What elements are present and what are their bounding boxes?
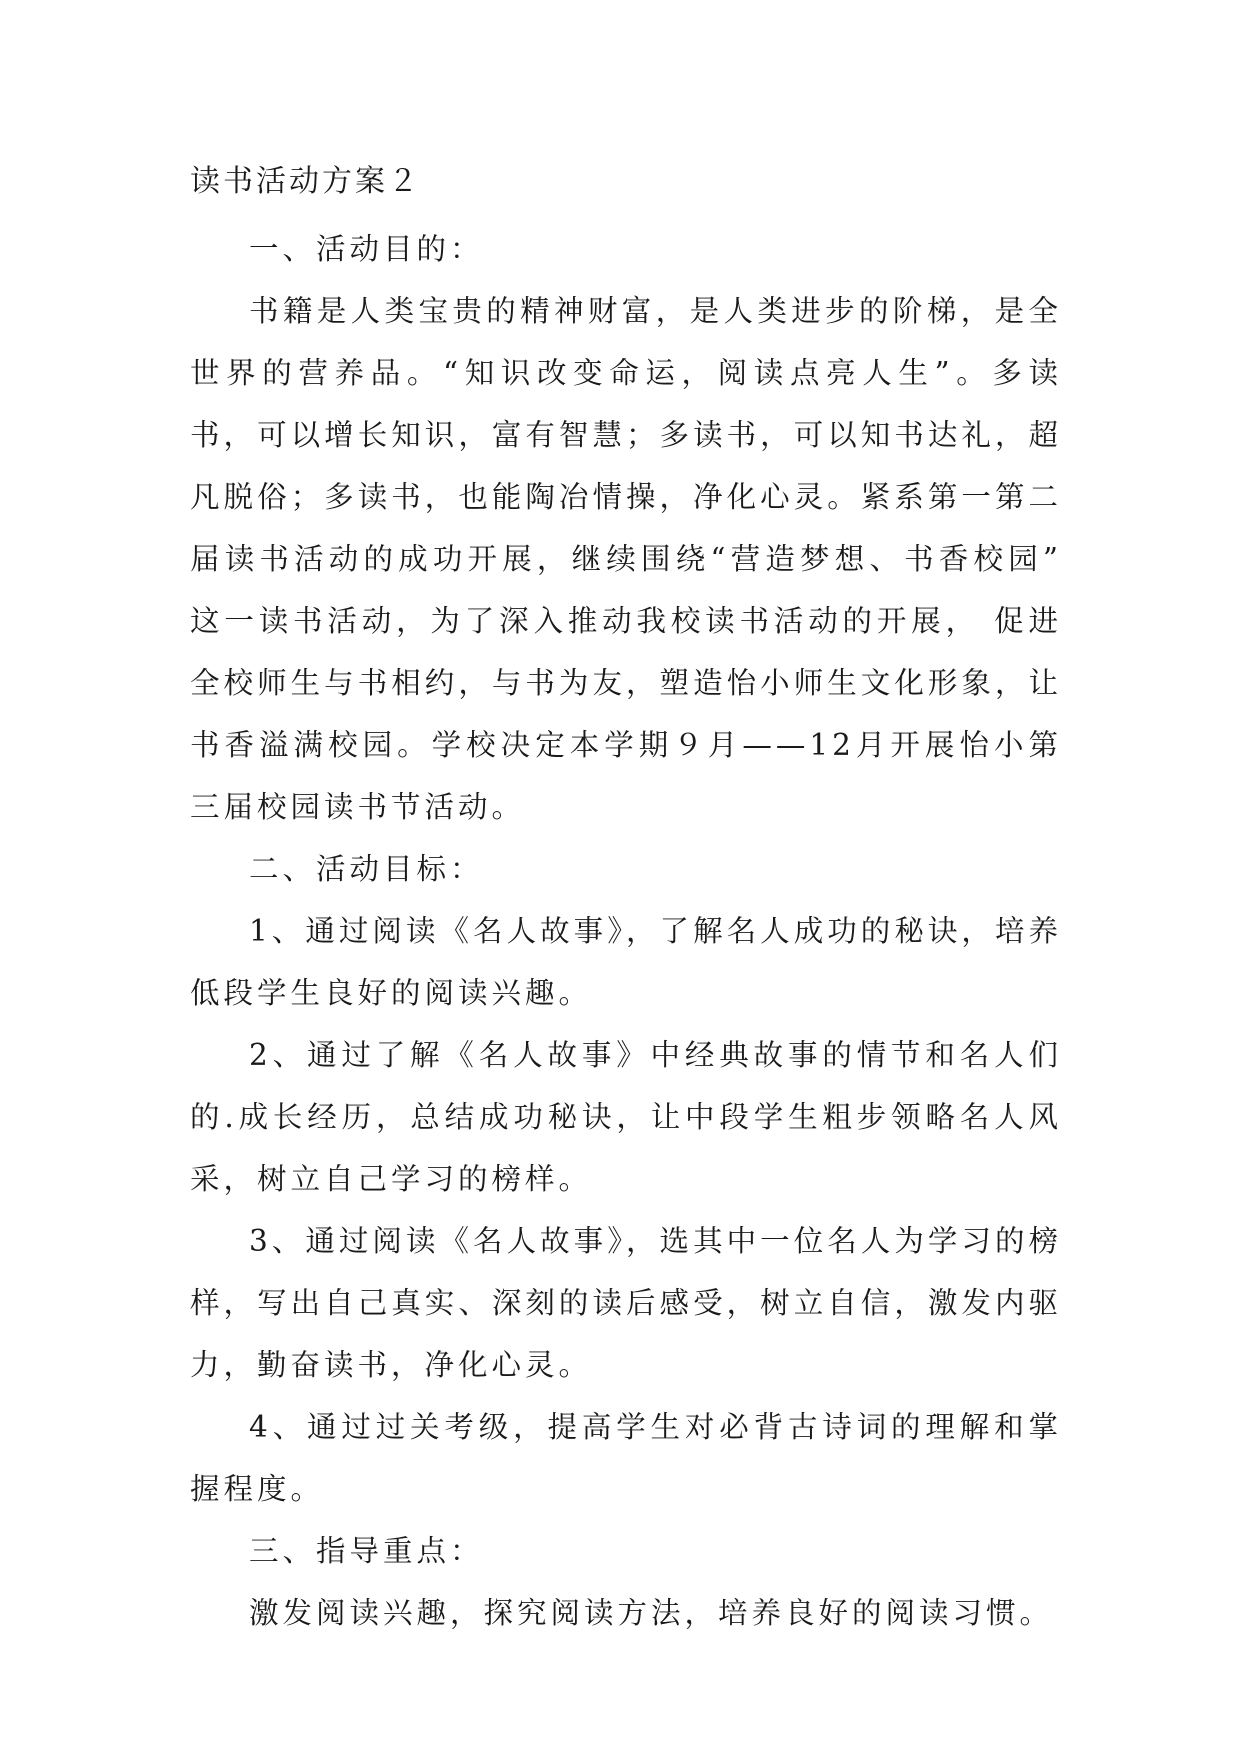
document-body <box>190 218 1062 1644</box>
paragraph-focus-text: 激发阅读兴趣，探究阅读方法，培养良好的阅读习惯。 <box>249 1596 1054 1630</box>
paragraph-purpose-text: 书籍是人类宝贵的精神财富，是人类进步的阶梯，是全世界的营养品。“知识改变命运，阅读点亮人生”。多读书，可以增长知识，富有智慧；多读书，可以知书达礼，超凡脱俗；多读书，也能陶冶情操，净化心灵。紧系第一第二届读书活动的成功开展，继续围绕“营造梦想、书香校园” 这一读书活动，为了深入推动我校读书活动的开展， 促进全校师生与书相约，与书为友，塑造怡小师生文化形象，让书香溢满校园。学校决定本学期９月——12月开展怡小第三届校园读书节活动。 <box>190 294 1062 824</box>
section-heading-goals: 二、活动目标： <box>249 852 484 886</box>
goal-item-2: 2、通过了解《名人故事》中经典故事的情节和名人们的.成长经历，总结成功秘诀，让中段学生粗步领略名人风采，树立自己学习的榜样。 <box>190 1038 1062 1196</box>
goal-item-4: 4、通过过关考级，提高学生对必背古诗词的理解和掌握程度。 <box>190 1410 1062 1506</box>
goal-item-1: 1、通过阅读《名人故事》，了解名人成功的秘诀，培养低段学生良好的阅读兴趣。 <box>190 914 1062 1010</box>
document-title: 读书活动方案２ <box>190 164 421 199</box>
section-heading-purpose: 一、活动目的： <box>249 232 484 266</box>
section-heading-focus: 三、指导重点： <box>249 1534 484 1568</box>
goal-item-3: 3、通过阅读《名人故事》，选其中一位名人为学习的榜样，写出自己真实、深刻的读后感受，树立自信，激发内驱力，勤奋读书，净化心灵。 <box>190 1224 1062 1382</box>
